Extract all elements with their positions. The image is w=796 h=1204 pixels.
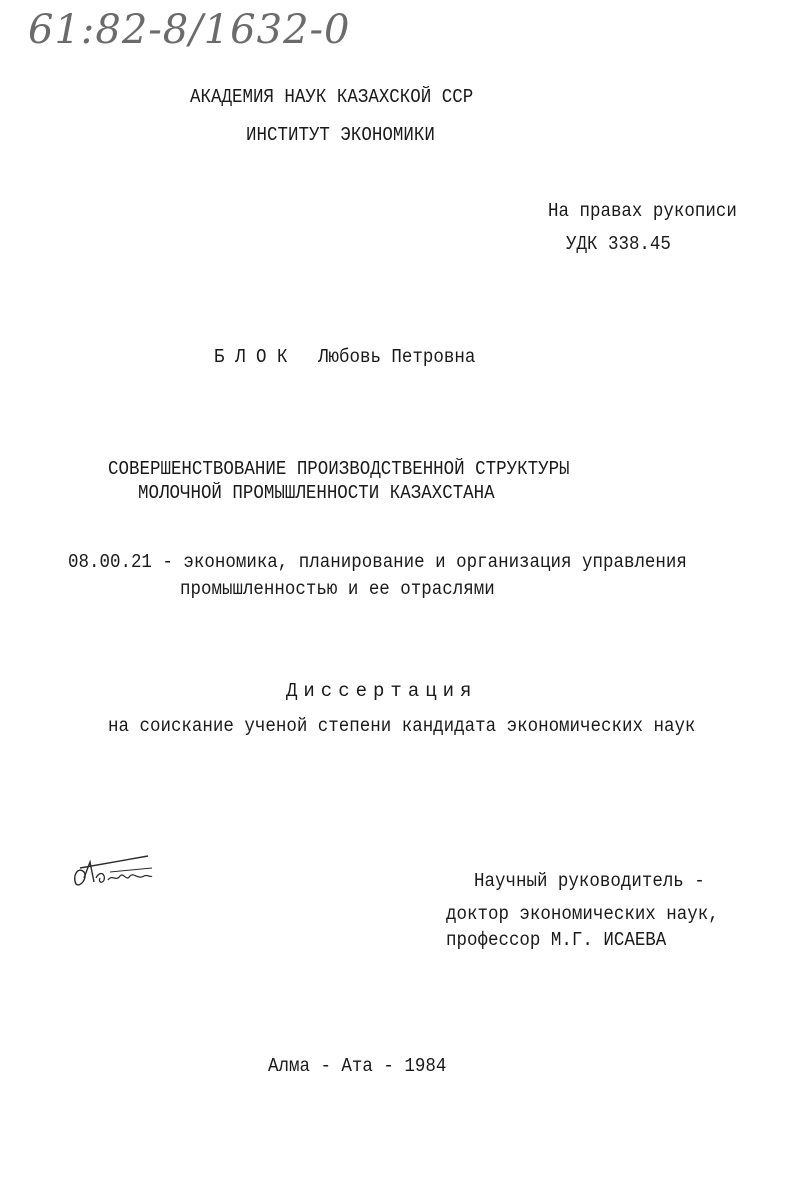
author-surname: Б Л О К [214,346,288,368]
supervisor-name: профессор М.Г. ИСАЕВА [446,929,667,951]
institute-name: ИНСТИТУТ ЭКОНОМИКИ [246,124,435,146]
signature-scribble [70,848,160,896]
document-type: Диссертация [286,680,478,702]
specialty-line-1: 08.00.21 - экономика, планирование и организация управления [68,551,687,573]
author-given-names: Любовь Петровна [318,346,476,368]
title-line-2: МОЛОЧНОЙ ПРОМЫШЛЕННОСТИ КАЗАХСТАНА [138,482,495,504]
supervisor-role: Научный руководитель - [474,870,705,892]
title-line-1: СОВЕРШЕНСТВОВАНИЕ ПРОИЗВОДСТВЕННОЙ СТРУКТУРЫ [108,458,570,480]
manuscript-rights: На правах рукописи [548,200,737,222]
degree-description: на соискание ученой степени кандидата экономических наук [108,715,696,737]
udc-code: УДК 338.45 [566,233,671,255]
handwritten-archive-note [28,6,350,54]
supervisor-degree: доктор экономических наук, [446,903,719,925]
place-and-year: Алма - Ата - 1984 [268,1055,447,1077]
specialty-line-2: промышленностью и ее отраслями [180,578,495,600]
academy-name: АКАДЕМИЯ НАУК КАЗАХСКОЙ ССР [190,86,474,108]
archive-note-text: 61:82-8/1632-0 [28,7,351,53]
